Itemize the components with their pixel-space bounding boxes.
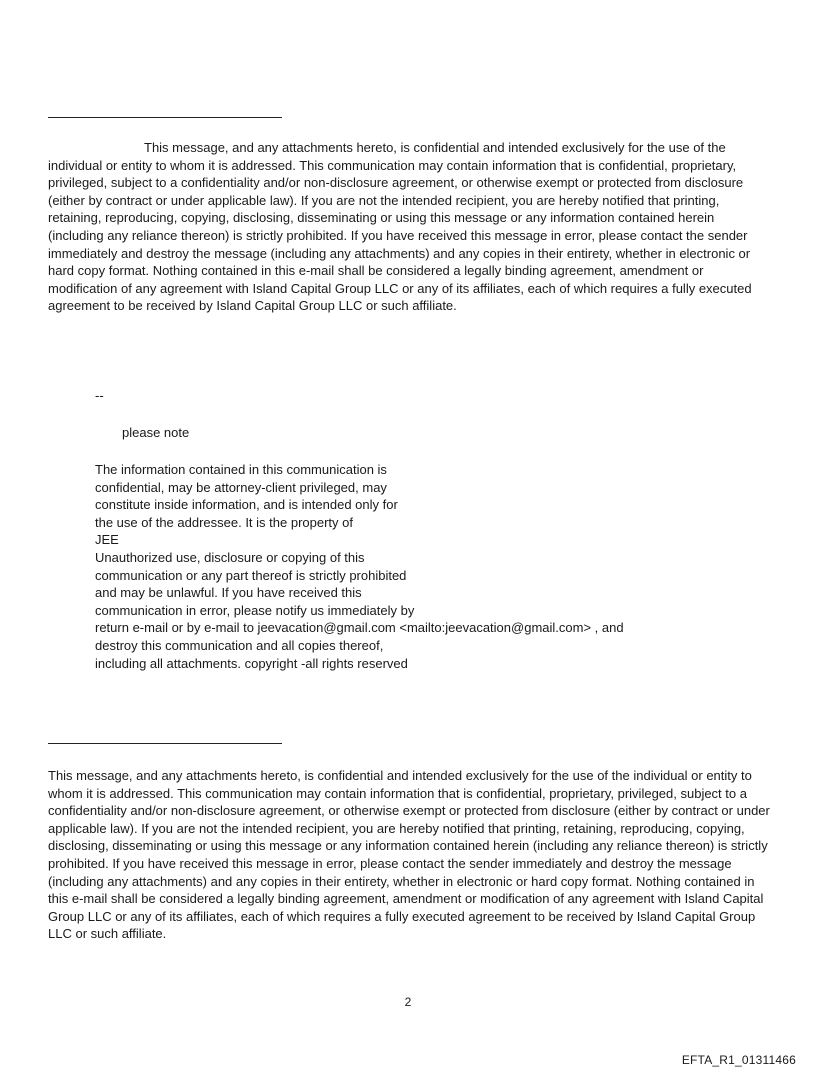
top-divider [48, 117, 282, 118]
notice-line: return e-mail or by e-mail to jeevacation@gmail.com <mailto:jeevacation@gmail.com> , and [95, 620, 624, 636]
page-number: 2 [404, 995, 412, 1009]
confidentiality-notice [95, 461, 715, 672]
signature-separator: -- [95, 388, 104, 403]
notice-line: communication or any part thereof is strictly prohibited [95, 567, 407, 583]
notice-line: including all attachments. copyright -all rights reserved [95, 655, 408, 671]
notice-line: the use of the addressee. It is the property of [95, 514, 353, 530]
notice-line: Unauthorized use, disclosure or copying of this [95, 549, 365, 565]
notice-line: JEE [95, 532, 119, 548]
notice-line: constitute inside information, and is intended only for [95, 497, 398, 513]
notice-line: destroy this communication and all copies thereof, [95, 637, 384, 653]
note-heading: please note [122, 425, 190, 440]
disclaimer-bottom: This message, and any attachments hereto, is confidential and intended exclusively for the use of the individual or entity to whom it is addressed. This communication may contain information that is confidential, proprietary, privileged, subject to a confidentiality and/or non-disclosure agreement, or otherwise exempt or protected from disclosure (either by contract or under applicable law). If you are not the intended recipient, you are hereby notified that printing, retaining, reproducing, copying, disclosing, disseminating or using this message or any information contained herein (including any reliance thereon) is strictly prohibited. If you have received this message in error, please contact the sender immediately and destroy the message (including any attachments) and any copies in their entirety, whether in electronic or hard copy format. Nothing contained in this e-mail shall be considered a legally binding agreement, amendment or modification of any agreement with Island Capital Group LLC or any of its affiliates, each of which requires a fully executed agreement to be received by Island Capital Group LLC or such affiliate. [48, 768, 770, 942]
notice-line: communication in error, please notify us immediately by [95, 602, 415, 618]
disclaimer-top: This message, and any attachments hereto, is confidential and intended exclusively for the use of the individual or entity to whom it is addressed. This communication may contain information that is confidential, proprietary, privileged, subject to a confidentiality and/or non-disclosure agreement, or otherwise exempt or protected from disclosure (either by contract or under applicable law). If you are not the intended recipient, you are hereby notified that printing, retaining, reproducing, copying, disclosing, disseminating or using this message or any information contained herein (including any reliance thereon) is strictly prohibited. If you have received this message in error, please contact the sender immediately and destroy the message (including any attachments) and any copies in their entirety, whether in electronic or hard copy format. Nothing contained in this e-mail shall be considered a legally binding agreement, amendment or modification of any agreement with Island Capital Group LLC or any of its affiliates, each of which requires a fully executed agreement to be received by Island Capital Group LLC or such affiliate. [48, 140, 752, 314]
notice-line: The information contained in this communication is [95, 462, 387, 477]
bottom-divider [48, 743, 282, 744]
notice-line: confidential, may be attorney-client privileged, may [95, 479, 387, 495]
bates-number: EFTA_R1_01311466 [681, 1053, 796, 1067]
notice-line: and may be unlawful. If you have received this [95, 585, 362, 601]
